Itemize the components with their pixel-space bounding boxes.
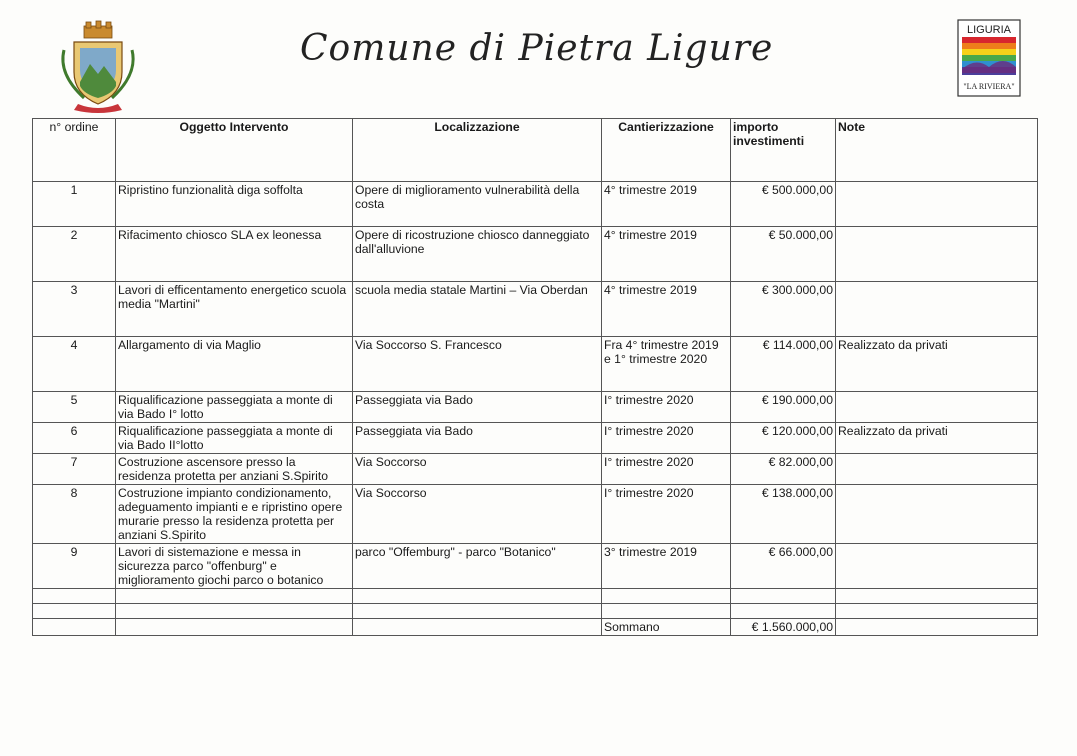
row-number: 6 [33, 423, 116, 454]
row-cantierizzazione: Fra 4° trimestre 2019 e 1° trimestre 2020 [602, 337, 731, 392]
col-header-note: Note [836, 119, 1038, 182]
row-cantierizzazione: I° trimestre 2020 [602, 392, 731, 423]
row-note: Realizzato da privati [836, 423, 1038, 454]
row-localizzazione: Via Soccorso S. Francesco [353, 337, 602, 392]
row-importo: € 300.000,00 [731, 282, 836, 337]
total-value: € 1.560.000,00 [731, 619, 836, 636]
row-localizzazione: Via Soccorso [353, 485, 602, 544]
row-localizzazione: Opere di ricostruzione chiosco danneggiato dall'alluvione [353, 227, 602, 282]
row-cantierizzazione: 3° trimestre 2019 [602, 544, 731, 589]
row-cantierizzazione: I° trimestre 2020 [602, 423, 731, 454]
row-number: 9 [33, 544, 116, 589]
row-importo: € 66.000,00 [731, 544, 836, 589]
row-note [836, 485, 1038, 544]
col-header-cantierizzazione: Cantierizzazione [602, 119, 731, 182]
empty-row [33, 589, 1038, 604]
table-row [33, 182, 1038, 227]
row-cantierizzazione: 4° trimestre 2019 [602, 182, 731, 227]
total-label: Sommano [602, 619, 731, 636]
row-importo: € 114.000,00 [731, 337, 836, 392]
table-row [33, 337, 1038, 392]
col-header-localizzazione: Localizzazione [353, 119, 602, 182]
row-oggetto: Allargamento di via Maglio [116, 337, 353, 392]
row-note: Realizzato da privati [836, 337, 1038, 392]
row-localizzazione: Passeggiata via Bado [353, 392, 602, 423]
row-note [836, 282, 1038, 337]
row-cantierizzazione: I° trimestre 2020 [602, 454, 731, 485]
empty-row [33, 604, 1038, 619]
row-note [836, 544, 1038, 589]
row-importo: € 82.000,00 [731, 454, 836, 485]
row-note [836, 227, 1038, 282]
row-number: 7 [33, 454, 116, 485]
row-number: 2 [33, 227, 116, 282]
row-number: 5 [33, 392, 116, 423]
table-header-row [33, 119, 1038, 182]
investment-table [32, 118, 1038, 636]
row-number: 3 [33, 282, 116, 337]
region-logo-line2: "LA RIVIERA" [963, 82, 1015, 91]
row-oggetto: Costruzione ascensore presso la residenza protetta per anziani S.Spirito [116, 454, 353, 485]
row-localizzazione: parco "Offemburg" - parco "Botanico" [353, 544, 602, 589]
total-row [33, 619, 1038, 636]
liguria-region-logo [957, 19, 1021, 97]
row-importo: € 190.000,00 [731, 392, 836, 423]
row-localizzazione: scuola media statale Martini – Via Oberdan [353, 282, 602, 337]
row-oggetto: Lavori di efficentamento energetico scuola media "Martini" [116, 282, 353, 337]
row-number: 4 [33, 337, 116, 392]
row-cantierizzazione: 4° trimestre 2019 [602, 227, 731, 282]
row-localizzazione: Opere di miglioramento vulnerabilità della costa [353, 182, 602, 227]
row-oggetto: Riqualificazione passeggiata a monte di via Bado II°lotto [116, 423, 353, 454]
table-row [33, 454, 1038, 485]
row-oggetto: Costruzione impianto condizionamento, adeguamento impianti e e ripristino opere murarie presso la residenza protetta per anziani S.Spirito [116, 485, 353, 544]
municipal-crest-icon [56, 20, 140, 114]
table-row [33, 544, 1038, 589]
row-note [836, 454, 1038, 485]
row-number: 1 [33, 182, 116, 227]
row-note [836, 392, 1038, 423]
region-logo-line1: LIGURIA [966, 24, 1012, 36]
col-header-oggetto: Oggetto Intervento [116, 119, 353, 182]
row-oggetto: Rifacimento chiosco SLA ex leonessa [116, 227, 353, 282]
row-note [836, 182, 1038, 227]
table-row [33, 227, 1038, 282]
row-oggetto: Lavori di sistemazione e messa in sicurezza parco "offenburg" e miglioramento giochi parco o botanico [116, 544, 353, 589]
row-cantierizzazione: I° trimestre 2020 [602, 485, 731, 544]
row-localizzazione: Via Soccorso [353, 454, 602, 485]
row-importo: € 50.000,00 [731, 227, 836, 282]
row-importo: € 120.000,00 [731, 423, 836, 454]
row-importo: € 138.000,00 [731, 485, 836, 544]
table-row [33, 485, 1038, 544]
table-row [33, 282, 1038, 337]
table-row [33, 392, 1038, 423]
row-localizzazione: Passeggiata via Bado [353, 423, 602, 454]
col-header-ordine: n° ordine [33, 119, 116, 182]
row-importo: € 500.000,00 [731, 182, 836, 227]
col-header-importo: importo investimenti [731, 119, 836, 182]
row-oggetto: Riqualificazione passeggiata a monte di via Bado I° lotto [116, 392, 353, 423]
table-row [33, 423, 1038, 454]
row-oggetto: Ripristino funzionalità diga soffolta [116, 182, 353, 227]
row-cantierizzazione: 4° trimestre 2019 [602, 282, 731, 337]
page-title: Comune di Pietra Ligure [300, 28, 774, 69]
row-number: 8 [33, 485, 116, 544]
